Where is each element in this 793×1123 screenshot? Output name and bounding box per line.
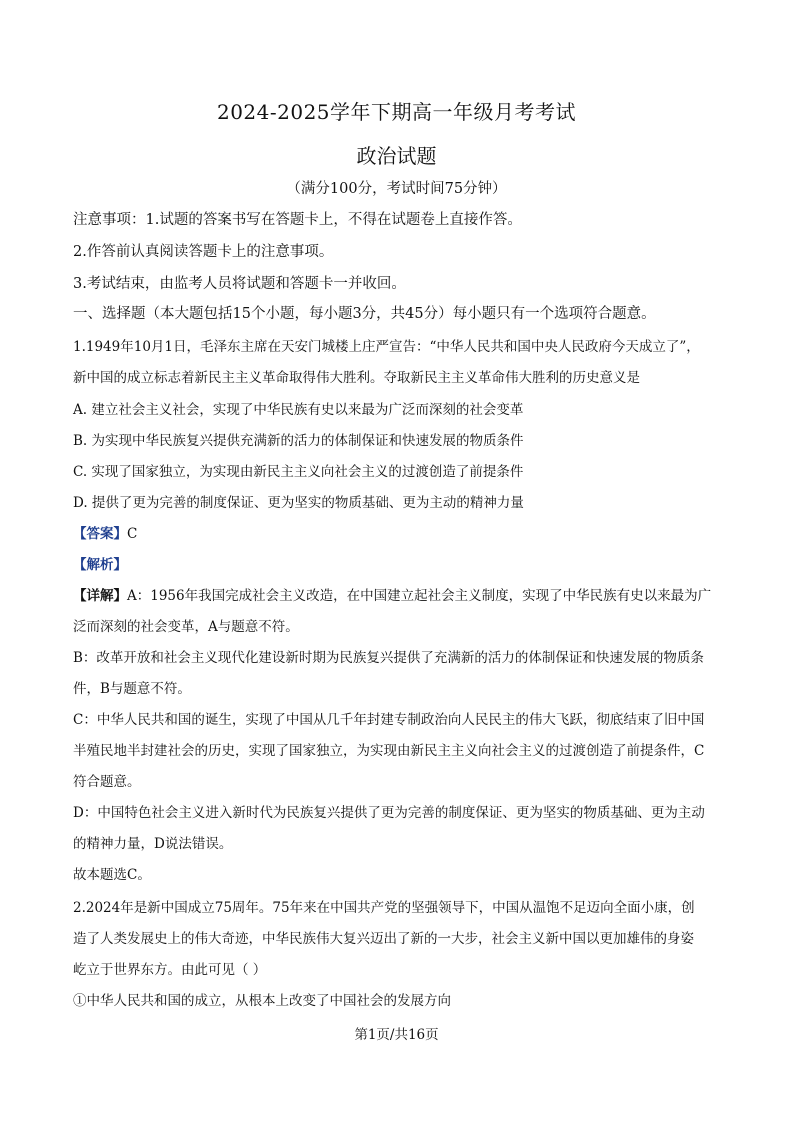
answer-value: C — [127, 526, 138, 542]
detail-a-text: A：1956年我国完成社会主义改造，在中国建立起社会主义制度，实现了中华民族有史以来最为广 — [127, 588, 712, 604]
q1-detail-d-line-1: D：中国特色社会主义进入新时代为民族复兴提供了更为完善的制度保证、更为坚实的物质基础、更为主动 — [73, 805, 705, 821]
note-1: 注意事项：1.试题的答案书写在答题卡上，不得在试题卷上直接作答。 — [73, 212, 522, 228]
q2-stem-line-2: 造了人类发展史上的伟大奇迹，中华民族伟大复兴迈出了新的一大步，社会主义新中国以更加雄伟的身姿 — [73, 931, 694, 947]
answer-tag: 【答案】 — [73, 526, 127, 542]
q1-detail-c-line-3: 符合题意。 — [73, 774, 141, 790]
q1-detail-b-line-2: 件，B与题意不符。 — [73, 681, 191, 697]
q1-option-c: C. 实现了国家独立，为实现由新民主主义向社会主义的过渡创造了前提条件 — [73, 464, 524, 480]
q1-detail-a-line-1 — [73, 584, 733, 604]
q1-stem-line-1: 1.1949年10月1日，毛泽东主席在天安门城楼上庄严宣告：“中华人民共和国中央人民政府今天成立了”， — [73, 339, 700, 355]
analysis-tag: 【解析】 — [73, 557, 127, 573]
q1-detail-b-line-1: B：改革开放和社会主义现代化建设新时期为民族复兴提供了充满新的活力的体制保证和快速发展的物质条 — [73, 650, 704, 666]
q1-conclusion: 故本题选C。 — [73, 867, 151, 883]
section-heading: 一、选择题（本大题包括15个小题，每小题3分，共45分）每小题只有一个选项符合题意。 — [73, 306, 656, 322]
q1-detail-d-line-2: 的精神力量，D说法错误。 — [73, 836, 233, 852]
q1-option-b: B. 为实现中华民族复兴提供充满新的活力的体制保证和快速发展的物质条件 — [73, 433, 524, 449]
exam-subject: 政治试题 — [356, 144, 437, 168]
page-footer: 第1页/共16页 — [354, 1027, 439, 1043]
q1-answer-line — [73, 522, 733, 542]
q2-item-1: ①中华人民共和国的成立，从根本上改变了中国社会的发展方向 — [73, 993, 451, 1009]
q1-detail-c-line-2: 半殖民地半封建社会的历史，实现了国家独立，为实现由新民主主义向社会主义的过渡创造了前提条件，C — [73, 743, 705, 759]
exam-title: 2024-2025学年下期高一年级月考考试 — [216, 100, 577, 124]
detail-tag: 【详解】 — [73, 588, 127, 604]
note-2: 2.作答前认真阅读答题卡上的注意事项。 — [73, 244, 334, 260]
q1-detail-a-line-2: 泛而深刻的社会变革，A与题意不符。 — [73, 619, 299, 635]
q1-stem-line-2: 新中国的成立标志着新民主主义革命取得伟大胜利。夺取新民主主义革命伟大胜利的历史意义是 — [73, 370, 640, 386]
q1-detail-c-line-1: C：中华人民共和国的诞生，实现了中国从几千年封建专制政治向人民民主的伟大飞跃，彻底结束了旧中国 — [73, 712, 705, 728]
q2-stem-line-1: 2.2024年是新中国成立75周年。75年来在中国共产党的坚强领导下，中国从温饱不足迈向全面小康，创 — [73, 900, 695, 916]
q1-analysis-line — [73, 553, 733, 573]
q1-option-a: A. 建立社会主义社会，实现了中华民族有史以来最为广泛而深刻的社会变革 — [73, 402, 524, 418]
q1-option-d: D. 提供了更为完善的制度保证、更为坚实的物质基础、更为主动的精神力量 — [73, 495, 524, 511]
note-3: 3.考试结束，由监考人员将试题和答题卡一并收回。 — [73, 276, 406, 292]
exam-info: （满分100分，考试时间75分钟） — [286, 181, 507, 197]
q2-stem-line-3: 屹立于世界东方。由此可见（ ） — [73, 962, 267, 978]
